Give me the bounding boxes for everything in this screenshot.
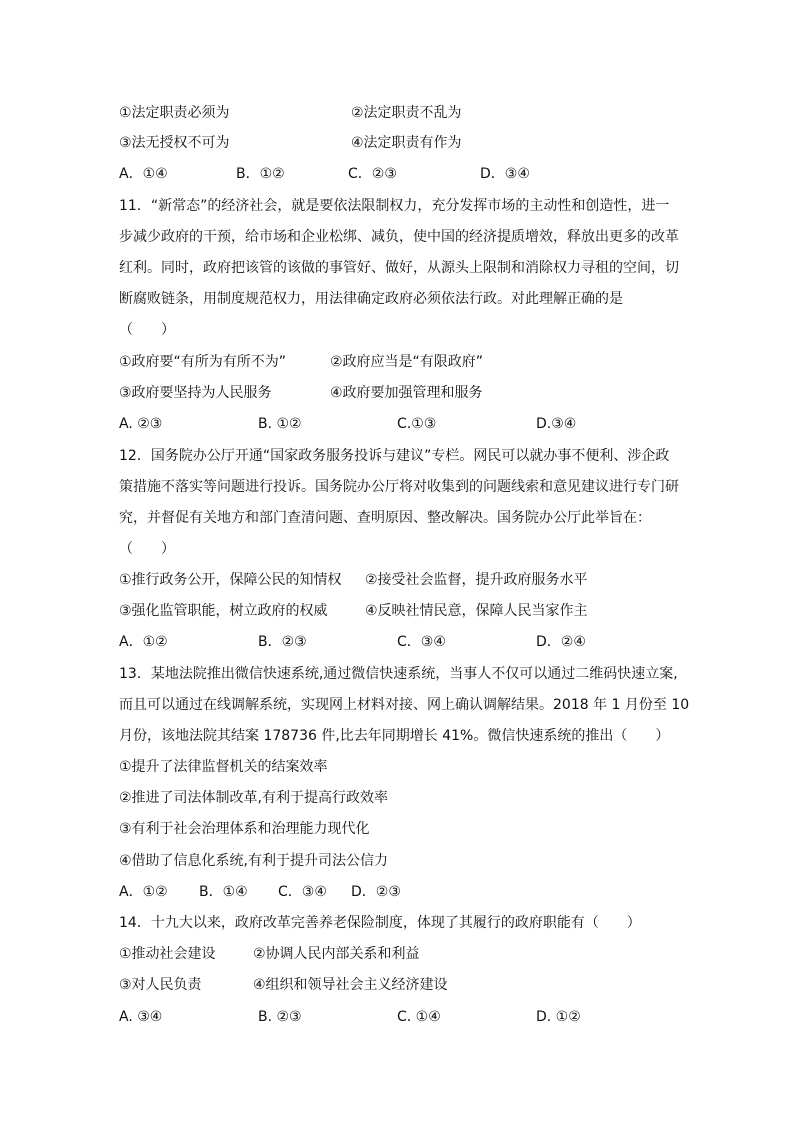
- option: ④政府要加强管理和服务: [330, 385, 483, 401]
- question-stem: 而且可以通过在线调解系统，实现网上材料对接、网上确认调解结果。2018 年 1 月份至 10: [119, 697, 690, 713]
- choice: C. ①④: [397, 1009, 441, 1025]
- option: ②协调人民内部关系和利益: [253, 946, 420, 962]
- option-row: [119, 944, 710, 964]
- option: ③对人民负责: [119, 977, 202, 993]
- option: ④组织和领导社会主义经济建设: [253, 977, 448, 993]
- choice: C．③④: [397, 634, 446, 650]
- choice: D．②③: [351, 884, 401, 900]
- option: ①提升了法律监督机关的结案效率: [119, 759, 328, 775]
- question-stem: 步减少政府的干预，给市场和企业松绑、减负，使中国的经济提质增效，释放出更多的改革: [119, 229, 679, 245]
- question-stem: 12．国务院办公厅开通“国家政务服务投诉与建议”专栏。网民可以就办事不便利、涉企政: [119, 448, 670, 464]
- choice: C.①③: [397, 416, 437, 432]
- option-row: [119, 570, 710, 590]
- choice: D.③④: [536, 416, 577, 432]
- option-row: [119, 103, 710, 123]
- choice: A. ③④: [119, 1009, 163, 1025]
- choice: C．②③: [348, 166, 397, 182]
- choice: A. ②③: [119, 416, 163, 432]
- answer-bracket: （ ）: [119, 541, 175, 557]
- option: ③有利于社会治理体系和治理能力现代化: [119, 821, 370, 837]
- option: ②法定职责不乱为: [351, 105, 462, 121]
- option-row: [119, 975, 710, 995]
- option-row: [119, 601, 710, 621]
- choice: B. ②③: [258, 1009, 302, 1025]
- choice-row: [119, 1007, 710, 1027]
- option: ③强化监管职能，树立政府的权威: [119, 603, 328, 619]
- choice-row: [119, 882, 710, 902]
- option: ②推进了司法体制改革,有利于提高行政效率: [119, 790, 388, 806]
- question-stem: 究，并督促有关地方和部门查清问题、查明原因、整改解决。国务院办公厅此举旨在：: [119, 510, 651, 526]
- option: ①推行政务公开，保障公民的知情权: [119, 572, 342, 588]
- choice: B．①②: [236, 166, 285, 182]
- option: ③法无授权不可为: [119, 135, 230, 151]
- choice: D．②④: [536, 634, 586, 650]
- question-stem: 红利。同时，政府把该管的该做的事管好、做好，从源头上限制和消除权力寻租的空间，切: [119, 260, 679, 276]
- choice-row: [119, 632, 710, 652]
- choice: D. ①②: [536, 1009, 581, 1025]
- question-stem: 策措施不落实等问题进行投诉。国务院办公厅将对收集到的问题线索和意见建议进行专门研: [119, 479, 679, 495]
- option-row: [119, 383, 710, 403]
- choice: D．③④: [480, 166, 530, 182]
- option: ①政府要“有所为有所不为”: [119, 354, 287, 370]
- choice: B. ①②: [258, 416, 302, 432]
- option: ②接受社会监督，提升政府服务水平: [365, 572, 588, 588]
- option: ①法定职责必须为: [119, 105, 230, 121]
- choice-row: [119, 164, 710, 184]
- option: ④反映社情民意，保障人民当家作主: [365, 603, 588, 619]
- option-row: [119, 133, 710, 153]
- choice: C．③④: [278, 884, 327, 900]
- question-stem: 13．某地法院推出微信快速系统,通过微信快速系统，当事人不仅可以通过二维码快速立案,: [119, 666, 678, 682]
- option: ④法定职责有作为: [351, 135, 462, 151]
- option: ①推动社会建设: [119, 946, 216, 962]
- choice: A．①②: [119, 884, 168, 900]
- choice: B．①④: [199, 884, 248, 900]
- choice: B．②③: [258, 634, 307, 650]
- choice: A．①②: [119, 634, 168, 650]
- answer-bracket: （ ）: [119, 322, 175, 338]
- option: ②政府应当是“有限政府”: [330, 354, 484, 370]
- choice-row: [119, 414, 710, 434]
- question-stem: 断腐败链条，用制度规范权力，用法律确定政府必须依法行政。对此理解正确的是: [119, 291, 623, 307]
- question-stem: 11．“新常态”的经济社会，就是要依法限制权力，充分发挥市场的主动性和创造性，进一: [119, 198, 670, 214]
- question-stem: 14．十九大以来，政府改革完善养老保险制度，体现了其履行的政府职能有（ ）: [119, 915, 641, 931]
- question-stem: 月份，该地法院其结案 178736 件,比去年同期增长 41%。微信快速系统的推出（ ）: [119, 728, 670, 744]
- choice: A．①④: [119, 166, 168, 182]
- option: ④借助了信息化系统,有利于提升司法公信力: [119, 853, 388, 869]
- option-row: [119, 352, 710, 372]
- option: ③政府要坚持为人民服务: [119, 385, 272, 401]
